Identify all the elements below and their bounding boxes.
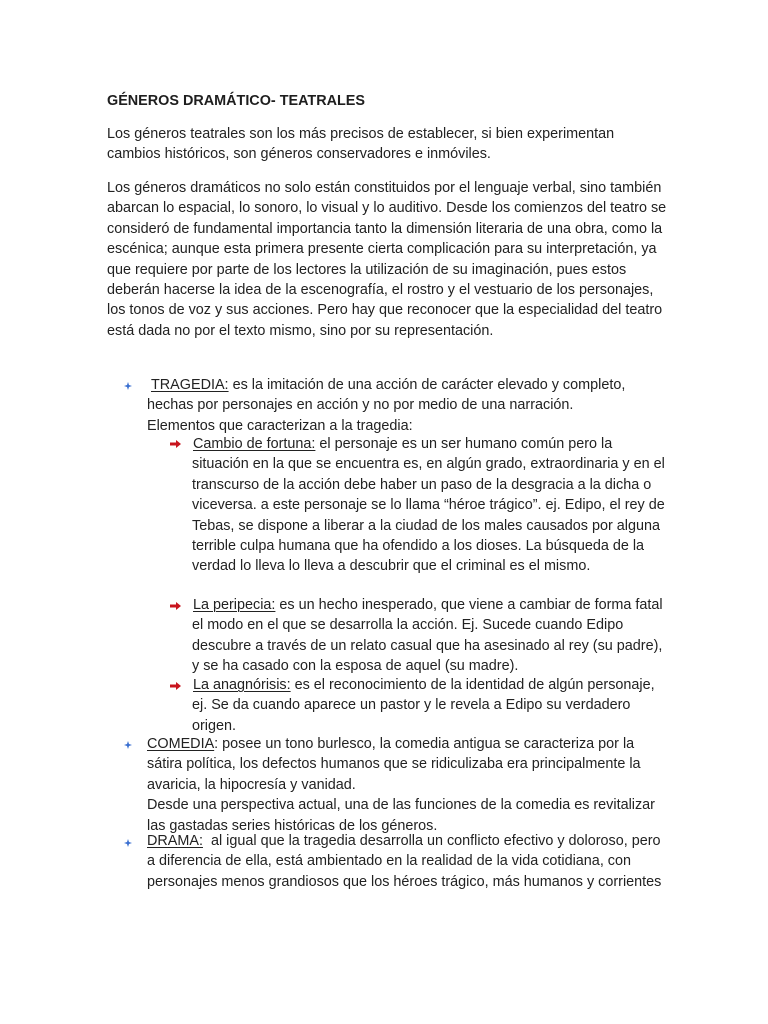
list-item-drama bbox=[147, 831, 667, 892]
definition-text: es el reconocimiento de la identidad de algún personaje, ej. Se da cuando aparece un pastor y le revela a Edipo su verdadero origen. bbox=[192, 677, 655, 734]
term-label: COMEDIA bbox=[147, 736, 215, 752]
definition-text: al igual que la tragedia desarrolla un conflicto efectivo y doloroso, pero a diferencia de ella, está ambientado en la realidad de la vida cotidiana, con personajes menos grandiosos que los héroes trágico, más humanos y corrientes bbox=[147, 833, 662, 890]
star-bullet-icon bbox=[124, 741, 132, 749]
elements-heading: Elementos que caracterizan a la tragedia: bbox=[147, 417, 413, 434]
term-label: La peripecia: bbox=[193, 597, 276, 613]
list-item-la-peripecia bbox=[192, 595, 667, 677]
list-item-tragedia bbox=[147, 375, 667, 436]
definition-text: es un hecho inesperado, que viene a cambiar de forma fatal el modo en el que se desarrolla la acción. Ej. Sucede cuando Edipo descubre a través de un relato casual que ha asesinado al rey (su padre), y se ha casado con la esposa de aquel (su madre). bbox=[192, 597, 663, 675]
term-label: La anagnórisis: bbox=[193, 677, 291, 693]
body-paragraph: Los géneros dramáticos no solo están constituidos por el lenguaje verbal, sino también abarcan lo espacial, lo sonoro, lo visual y lo auditivo. Desde los comienzos del teatro se consideró de fundamental importancia tanto la dimensión literaria de una obra, como la escénica; aunque esta primera presente cierta complicación para su interpretación, ya que requiere por parte de los lectores la utilización de su imaginación, pues estos deberán hacerse la idea de la escenografía, el rostro y el vestuario de los personajes, los tonos de voz y sus acciones. Pero hay que reconocer que la especialidad del teatro está dada no por el texto mismo, sino por su representación. bbox=[107, 180, 667, 339]
list-item-cambio-de-fortuna bbox=[192, 434, 667, 577]
comedia-note: Desde una perspectiva actual, una de las funciones de la comedia es revitalizar las gastadas series históricas de los géneros. bbox=[147, 797, 655, 834]
document-title: GÉNEROS DRAMÁTICO- TEATRALES bbox=[107, 93, 365, 109]
term-label: Cambio de fortuna: bbox=[193, 436, 316, 452]
arrow-bullet-icon bbox=[170, 602, 181, 610]
definition-text: el personaje es un ser humano común pero la situación en la que se encuentra es, en algún grado, extraordinaria y en el transcurso de la acción debe haber un paso de la desgracia a la dicha o viceversa. a este personaje se lo llama “héroe trágico”. ej. Edipo, el rey de Tebas, se dispone a liberar a la ciudad de los males causados por alguna terrible culpa humana que ha ofendido a los dioses. La búsqueda de la verdad lo lleva lo lleva a descubrir que el criminal es el mismo. bbox=[192, 436, 665, 575]
term-label: DRAMA: bbox=[147, 833, 203, 849]
star-bullet-icon bbox=[124, 382, 132, 390]
star-bullet-icon bbox=[124, 839, 132, 847]
term-label: TRAGEDIA: bbox=[151, 377, 229, 393]
arrow-bullet-icon bbox=[170, 440, 181, 448]
list-item-comedia bbox=[147, 734, 667, 836]
list-item-la-anagnorisis bbox=[192, 675, 667, 736]
definition-text: es la imitación de una acción de carácter elevado y completo, hechas por personajes en acción y no por medio de una narración. bbox=[147, 377, 626, 414]
arrow-bullet-icon bbox=[170, 682, 181, 690]
definition-text: : posee un tono burlesco, la comedia antigua se caracteriza por la sátira política, los defectos humanos que se ridiculizaba era principalmente la avaricia, la hipocresía y vanidad. bbox=[147, 736, 641, 793]
intro-paragraph: Los géneros teatrales son los más precisos de establecer, si bien experimentan cambios históricos, son géneros conservadores e inmóviles. bbox=[107, 126, 615, 163]
